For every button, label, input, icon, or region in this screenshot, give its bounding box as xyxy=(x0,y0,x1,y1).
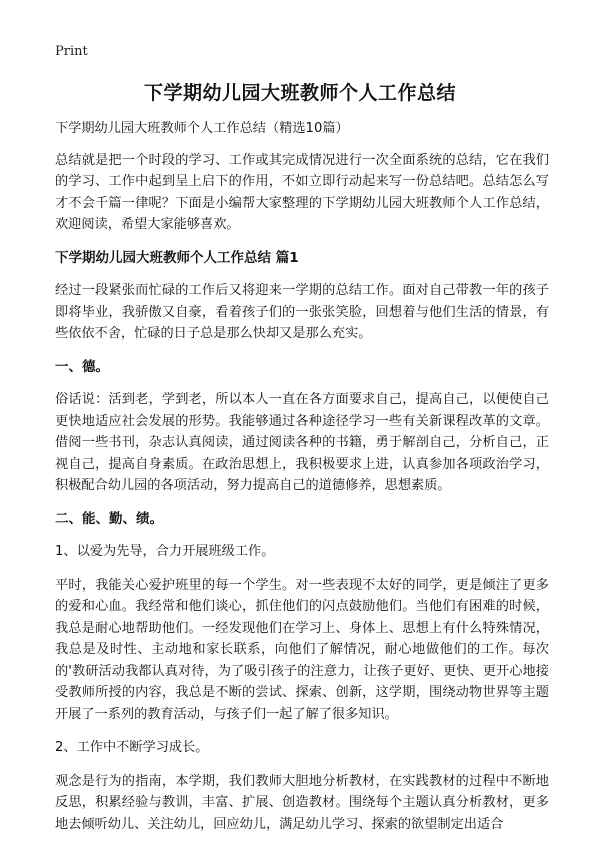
article-body xyxy=(55,118,549,847)
intro-paragraph: 总结就是把一个时段的学习、工作或其完成情况进行一次全面系统的总结，它在我们的学习、工作中起到呈上启下的作用，不如立即行动起来写一份总结吧。总结怎么写才不会千篇一律呢？下面是小编帮大家整理的下学期幼儿园大班教师个人工作总结，欢迎阅读，希望大家能够喜欢。 xyxy=(55,152,549,232)
page-title: 下学期幼儿园大班教师个人工作总结 xyxy=(143,82,456,104)
section-heading: 下学期幼儿园大班教师个人工作总结 篇1 xyxy=(55,249,299,266)
item2-title: 2、工作中不断学习成长。 xyxy=(55,740,209,755)
virtue-paragraph: 俗话说：活到老，学到老，所以本人一直在各方面要求自己，提高自己，以便使自己更快地适应社会发展的形势。我能够通过各种途径学习一些有关新课程改革的文章。借阅一些书刊，杂志认真阅读，通过阅读各种的书籍，勇于解剖自己，分析自己，正视自己，提高自身素质。在政治思想上，我积极要求上进，认真参加各项政治学习，积极配合幼儿园的各项活动，努力提高自己的道德修养，思想素质。 xyxy=(55,392,549,493)
ability-heading: 二、能、勤、绩。 xyxy=(55,510,163,527)
virtue-heading: 一、德。 xyxy=(55,358,109,375)
item1-title: 1、以爱为先导，合力开展班级工作。 xyxy=(55,544,275,559)
opening-paragraph: 经过一段紧张而忙碌的工作后又将迎来一学期的总结工作。面对自己带教一年的孩子即将毕业，我骄傲又自豪，看着孩子们的一张张笑脸，回想着与他们生活的情景，有些依依不舍，忙碌的日子总是那么快却又是那么充实。 xyxy=(55,283,549,341)
item1-paragraph: 平时，我能关心爱护班里的每一个学生。对一些表现不太好的同学，更是倾注了更多的爱和心血。我经常和他们谈心，抓住他们的闪点鼓励他们。当他们有困难的时候，我总是耐心地帮助他们。一经发现他们在学习上、身体上、思想上有什么特殊情况，我总是及时性、主动地和家长联系，向他们了解情况，耐心地做他们的工作。每次的'教研活动我都认真对待，为了吸引孩子的注意力，让孩子更好、更快、更开心地接受教师所授的内容，我总是不断的尝试、探索、创新，这学期，围绕动物世界等主题开展了一系列的教育活动，与孩子们一起了解了很多知识。 xyxy=(55,577,549,722)
print-link[interactable]: Print xyxy=(55,44,88,59)
article-subtitle: 下学期幼儿园大班教师个人工作总结（精选10篇） xyxy=(55,121,349,136)
item2-paragraph: 观念是行为的指南，本学期，我们教师大胆地分析教材，在实践教材的过程中不断地反思，积累经验与教训，丰富、扩展、创造教材。围绕每个主题认真分析教材，更多地去倾听幼儿、关注幼儿，回应幼儿，满足幼儿学习、探索的欲望制定出适合 xyxy=(55,773,549,832)
